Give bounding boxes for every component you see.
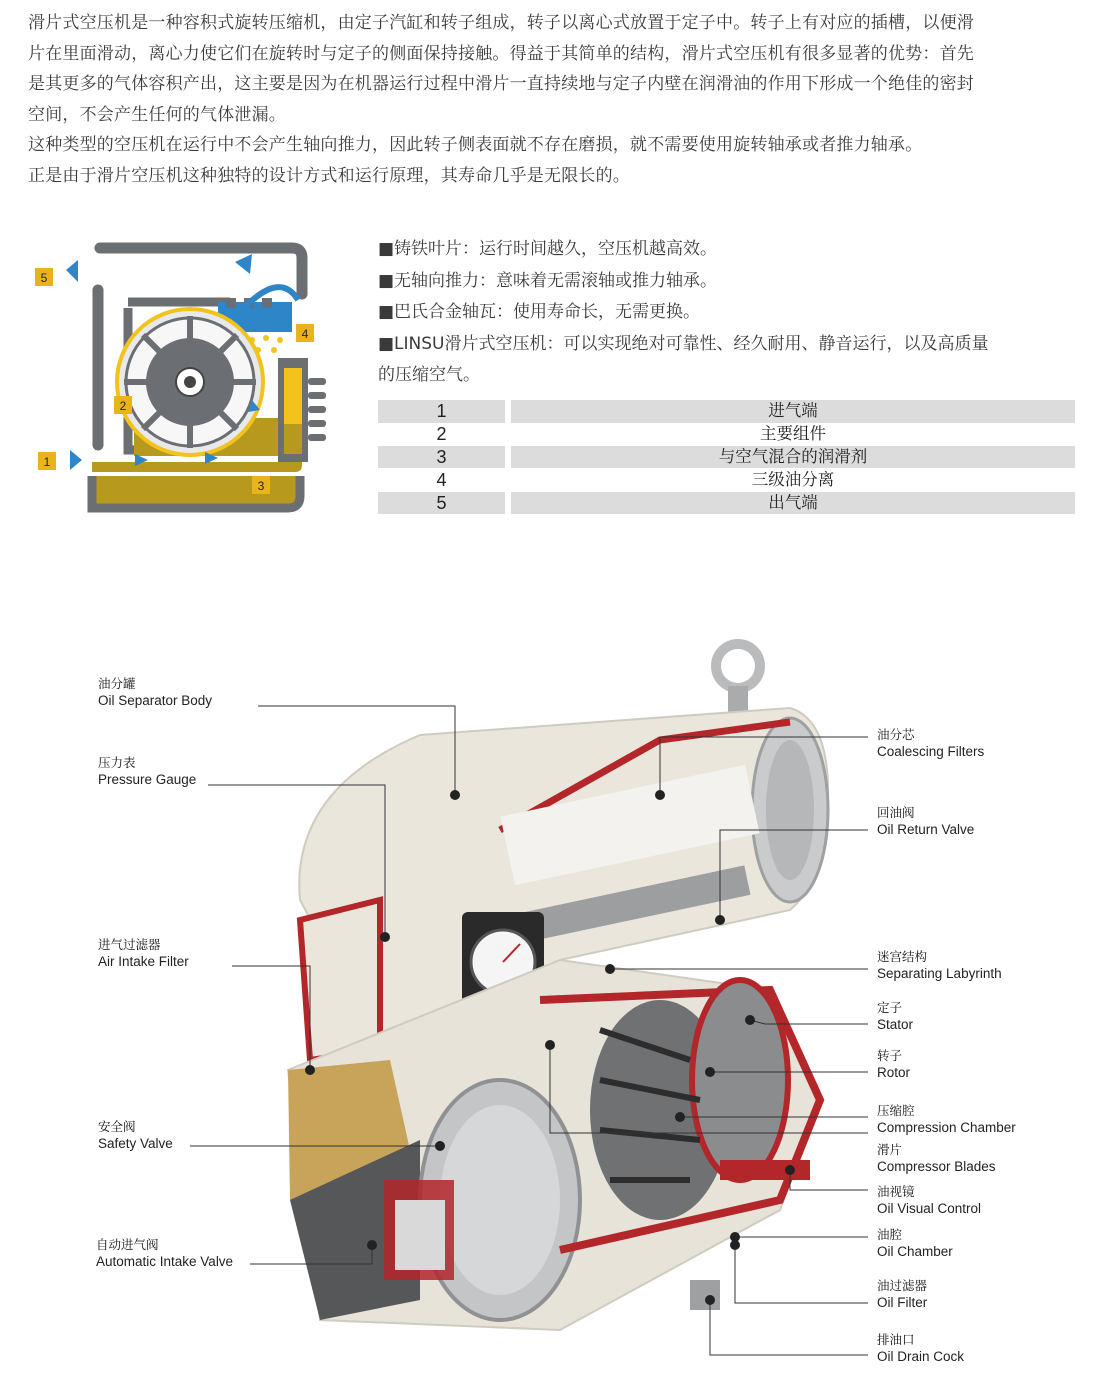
callout-oil-chamber (877, 1226, 953, 1260)
legend-label: 主要组件 (511, 423, 1075, 446)
intro-line: 正是由于滑片空压机这种独特的设计方式和运行原理，其寿命几乎是无限长的。 (28, 165, 630, 186)
callout-en: Automatic Intake Valve (96, 1254, 234, 1269)
callout-en: Oil Separator Body (98, 693, 213, 708)
schematic-marker-4: 4 (301, 327, 309, 341)
callout-en: Separating Labyrinth (877, 966, 1002, 981)
callout-oil-return-valve (877, 804, 974, 838)
legend-label: 三级油分离 (511, 469, 1075, 492)
callout-zh: 油分芯 (877, 727, 915, 742)
legend-number: 2 (378, 423, 505, 446)
callout-en: Oil Visual Control (877, 1201, 982, 1216)
callout-zh: 自动进气阀 (96, 1237, 159, 1252)
callout-oil-separator-body (98, 675, 212, 709)
callout-en: Air Intake Filter (98, 954, 189, 969)
intro-line: 滑片式空压机是一种容积式旋转压缩机，由定子汽缸和转子组成，转子以离心式放置于定子中。转子上有对应的插槽，以便滑 (28, 13, 974, 33)
feature-item: ■铸铁叶片：运行时间越久，空压机越高效。 (378, 239, 718, 259)
callout-oil-filter (877, 1277, 927, 1311)
callout-zh: 转子 (877, 1048, 903, 1063)
schematic-marker-3: 3 (257, 479, 265, 493)
legend-number: 4 (378, 469, 505, 492)
feature-item: ■无轴向推力：意味着无需滚轴或推力轴承。 (378, 270, 718, 291)
legend-label: 出气端 (511, 492, 1075, 515)
callout-en: Compressor Blades (877, 1159, 996, 1174)
legend-label: 进气端 (511, 400, 1075, 423)
callout-en: Oil Return Valve (877, 822, 975, 837)
callout-stator (877, 999, 913, 1033)
callout-zh: 回油阀 (877, 805, 915, 820)
callout-en: Oil Drain Cock (877, 1349, 965, 1364)
callout-automatic-intake-valve (96, 1236, 233, 1270)
callout-en: Pressure Gauge (98, 772, 197, 787)
callout-en: Coalescing Filters (877, 744, 985, 759)
intro-line: 这种类型的空压机在运行中不会产生轴向推力，因此转子侧表面就不存在磨损，就不需要使用旋转轴承或者推力轴承。 (28, 135, 923, 155)
callout-oil-drain-cock (877, 1331, 964, 1365)
schematic-marker-2: 2 (119, 399, 127, 413)
callout-en: Oil Chamber (877, 1244, 953, 1259)
intro-line: 空间，不会产生任何的气体泄漏。 (28, 104, 286, 125)
callout-coalescing-filters (877, 726, 984, 760)
legend-number: 5 (378, 492, 505, 515)
callout-zh: 油分罐 (98, 676, 136, 691)
feature-item: 的压缩空气。 (378, 365, 480, 385)
schematic-marker-1: 1 (43, 455, 51, 469)
callout-zh: 进气过滤器 (98, 937, 161, 952)
callout-zh: 油腔 (877, 1227, 903, 1242)
callout-compression-chamber (877, 1102, 1016, 1136)
callout-safety-valve (98, 1118, 173, 1152)
callout-en: Stator (877, 1017, 914, 1032)
legend-label: 与空气混合的润滑剂 (511, 446, 1075, 469)
callout-zh: 压力表 (98, 755, 136, 770)
legend-number: 1 (378, 400, 505, 423)
callout-separating-labyrinth (877, 948, 1002, 982)
callout-rotor (877, 1047, 910, 1081)
callout-zh: 排油口 (877, 1332, 915, 1347)
intro-line: 片在里面滑动，离心力使它们在旋转时与定子的侧面保持接触。得益于其简单的结构，滑片式空压机有很多显著的优势：首先 (28, 43, 974, 64)
intro-line: 是其更多的气体容积产出，这主要是因为在机器运行过程中滑片一直持续地与定子内壁在润滑油的作用下形成一个绝佳的密封 (28, 74, 974, 94)
feature-item: ■LINSU滑片式空压机：可以实现绝对可靠性、经久耐用、静音运行，以及高质量 (378, 333, 989, 354)
callout-air-intake-filter (98, 936, 189, 970)
callout-zh: 安全阀 (98, 1119, 136, 1134)
callout-zh: 油过滤器 (877, 1278, 928, 1293)
callout-pressure-gauge (98, 754, 196, 788)
callout-zh: 滑片 (877, 1142, 903, 1157)
callout-en: Safety Valve (98, 1136, 173, 1151)
schematic-marker-5: 5 (40, 271, 48, 285)
callout-compressor-blades (877, 1141, 996, 1175)
callout-zh: 定子 (877, 1000, 903, 1015)
callout-oil-visual-control (877, 1183, 981, 1217)
callout-en: Rotor (877, 1065, 911, 1080)
feature-item: ■巴氏合金轴瓦：使用寿命长，无需更换。 (378, 302, 701, 322)
legend-number: 3 (378, 446, 505, 469)
callout-zh: 油视镜 (877, 1184, 915, 1199)
callout-en: Compression Chamber (877, 1120, 1016, 1135)
callout-zh: 迷宫结构 (877, 949, 928, 964)
callout-zh: 压缩腔 (877, 1103, 915, 1118)
callout-en: Oil Filter (877, 1295, 928, 1310)
